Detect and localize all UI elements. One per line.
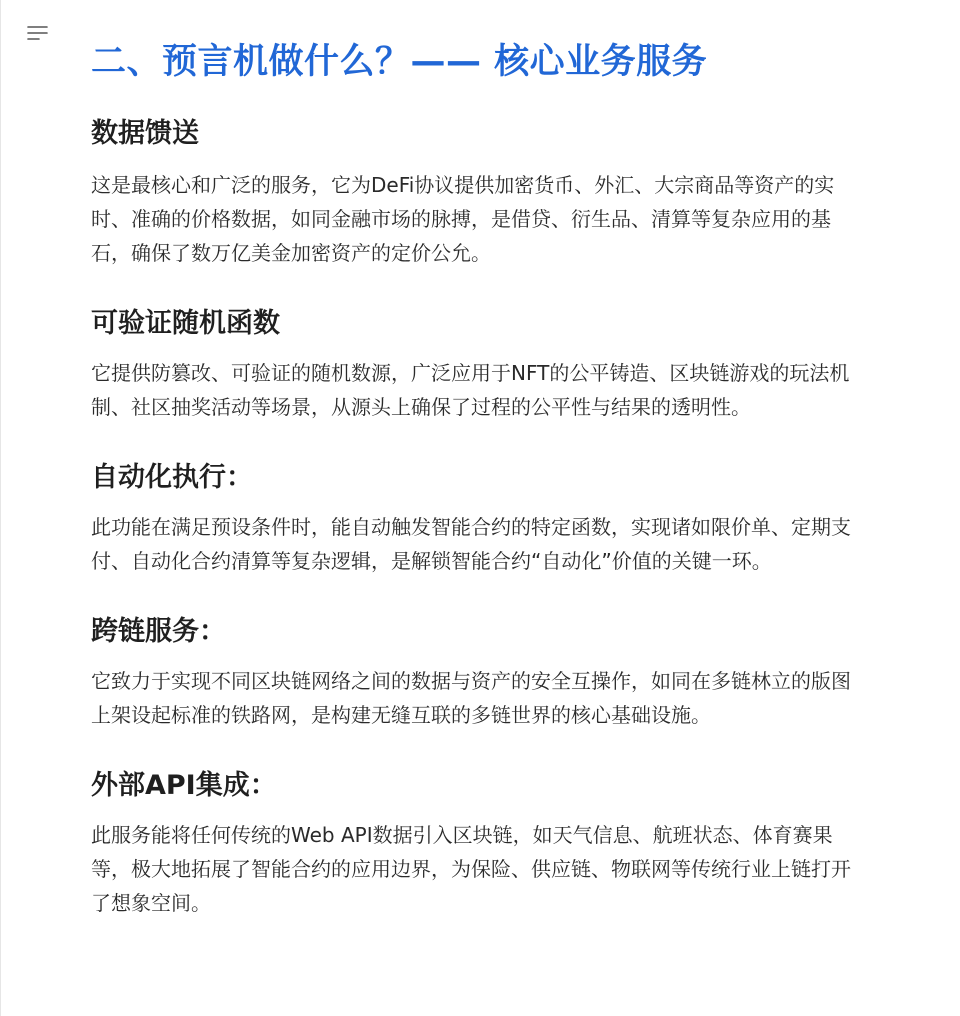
section-heading: 外部API集成：	[91, 770, 277, 801]
menu-lines-icon	[27, 25, 49, 43]
section-heading: 数据馈送	[91, 118, 199, 149]
section-external-api	[91, 768, 871, 920]
document-content	[91, 38, 871, 920]
section-body: 它致力于实现不同区块链网络之间的数据与资产的安全互操作，如同在多链林立的版图上架设起标准的铁路网，是构建无缝互联的多链世界的核心基础设施。	[91, 669, 851, 727]
section-heading: 跨链服务：	[91, 616, 226, 647]
section-automation	[91, 460, 871, 578]
section-heading: 自动化执行：	[91, 462, 253, 493]
section-body: 此服务能将任何传统的Web API数据引入区块链，如天气信息、航班状态、体育赛果等，极大地拓展了智能合约的应用边界，为保险、供应链、物联网等传统行业上链打开了想象空间。	[91, 823, 851, 915]
section-body: 此功能在满足预设条件时，能自动触发智能合约的特定函数，实现诸如限价单、定期支付、自动化合约清算等复杂逻辑，是解锁智能合约“自动化”价值的关键一环。	[91, 515, 851, 573]
section-cross-chain	[91, 614, 871, 732]
section-vrf	[91, 306, 871, 424]
page-left-border	[0, 0, 1, 1016]
page-title: 二、预言机做什么？—— 核心业务服务	[91, 42, 708, 82]
section-heading: 可验证随机函数	[91, 308, 280, 339]
outline-toggle-button[interactable]	[27, 25, 49, 43]
section-body: 这是最核心和广泛的服务，它为DeFi协议提供加密货币、外汇、大宗商品等资产的实时、准确的价格数据，如同金融市场的脉搏，是借贷、衍生品、清算等复杂应用的基石，确保了数万亿美金加密资产的定价公允。	[91, 173, 835, 265]
section-data-feeds	[91, 116, 871, 270]
section-body: 它提供防篡改、可验证的随机数源，广泛应用于NFT的公平铸造、区块链游戏的玩法机制、社区抽奖活动等场景，从源头上确保了过程的公平性与结果的透明性。	[91, 361, 850, 419]
